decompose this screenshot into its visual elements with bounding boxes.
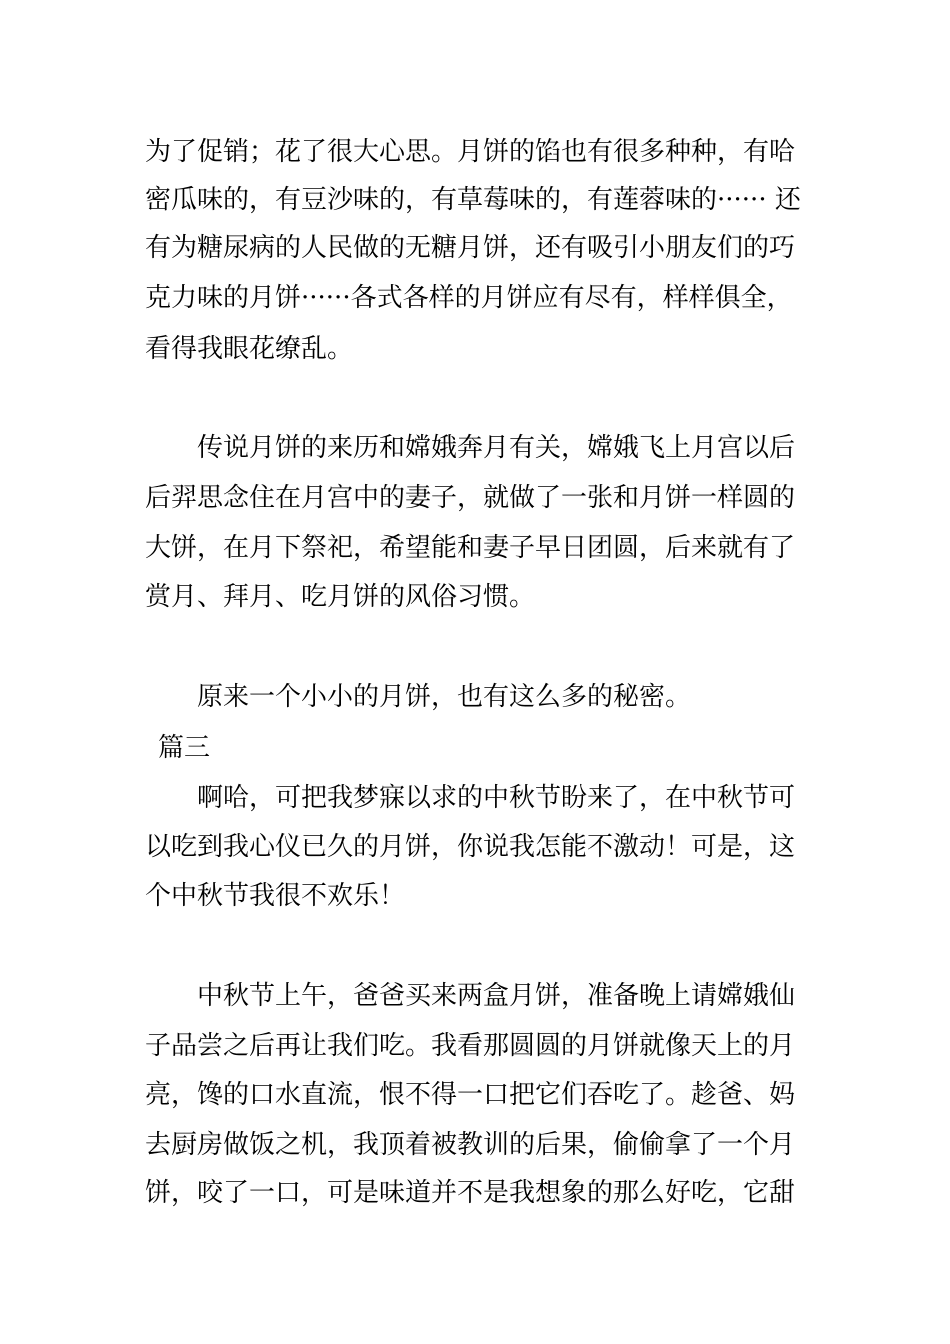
paragraph-4-line-2: 以吃到我心仪已久的月饼，你说我怎能不激动！可是，这 (145, 832, 796, 862)
section-heading: 篇三 (158, 733, 211, 763)
paragraph-4-line-1: 啊哈，可把我梦寐以求的中秋节盼来了，在中秋节可 (197, 783, 796, 813)
paragraph-5-line-5: 饼，咬了一口，可是味道并不是我想象的那么好吃，它甜 (145, 1178, 796, 1208)
paragraph-5-line-3: 亮，馋的口水直流，恨不得一口把它们吞吃了。趁爸、妈 (145, 1080, 796, 1110)
paragraph-5-line-2: 子品尝之后再让我们吃。我看那圆圆的月饼就像天上的月 (145, 1031, 796, 1061)
paragraph-5-line-1: 中秋节上午，爸爸买来两盒月饼，准备晚上请嫦娥仙 (197, 981, 796, 1011)
paragraph-4-line-3: 个中秋节我很不欢乐！ (145, 881, 406, 911)
paragraph-1-line-4: 克力味的月饼······各式各样的月饼应有尽有，样样俱全， (145, 283, 793, 313)
paragraph-1-line-3: 有为糖尿病的人民做的无糖月饼，还有吸引小朋友们的巧 (145, 233, 796, 263)
paragraph-2-line-2: 后羿思念住在月宫中的妻子，就做了一张和月饼一样圆的 (145, 483, 796, 513)
paragraph-1-line-5: 看得我眼花缭乱。 (145, 334, 354, 364)
paragraph-2-line-1: 传说月饼的来历和嫦娥奔月有关，嫦娥飞上月宫以后 (197, 433, 796, 463)
paragraph-5-line-4: 去厨房做饭之机，我顶着被教训的后果，偷偷拿了一个月 (145, 1130, 796, 1160)
paragraph-2-line-3: 大饼，在月下祭祀，希望能和妻子早日团圆，后来就有了 (145, 533, 796, 563)
paragraph-1-line-2: 密瓜味的，有豆沙味的，有草莓味的，有莲蓉味的······ 还 (145, 185, 801, 215)
paragraph-2-line-4: 赏月、拜月、吃月饼的风俗习惯。 (145, 582, 536, 612)
paragraph-1-line-1: 为了促销；花了很大心思。月饼的馅也有很多种种，有哈 (145, 137, 796, 167)
paragraph-3-line-1: 原来一个小小的月饼，也有这么多的秘密。 (197, 682, 692, 712)
